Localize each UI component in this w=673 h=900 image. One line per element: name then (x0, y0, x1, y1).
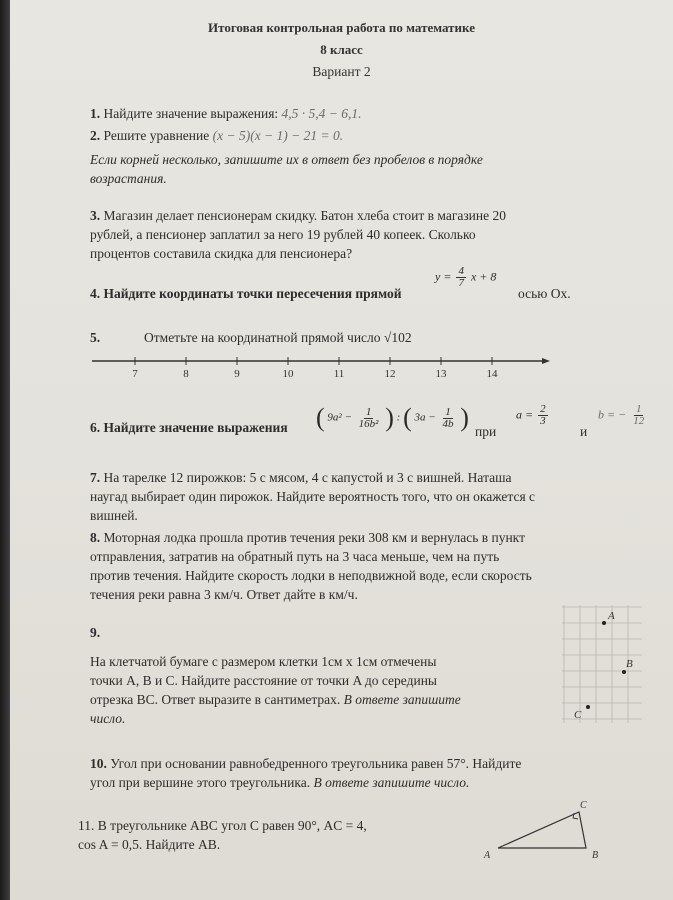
task-3-line-1 (90, 208, 506, 224)
task-8-line-2: отправления, затратив на обратный путь на 3 часа меньше, чем на путь (90, 549, 500, 564)
task-7-line-3: вишней. (90, 508, 138, 523)
triangle-figure (480, 798, 610, 864)
task-1-expression: 4,5 · 5,4 − 6,1. (281, 106, 362, 121)
task-6-a-den: 3 (540, 415, 546, 427)
task-2-equation: (x − 5)(x − 1) − 21 = 0. (212, 128, 344, 143)
task-6-term-1a: 9a² (327, 411, 342, 424)
worksheet-page (10, 0, 673, 900)
grid-figure (562, 605, 644, 725)
task-4-y-eq: y = (435, 269, 452, 284)
task-9-text-3-italic: В ответе запишите (343, 692, 461, 707)
task-6-frac-1 (357, 407, 381, 430)
task-11-text-1: В треугольнике ABC угол C равен 90°, AC = 4, (97, 818, 367, 833)
number-line-arrow (542, 358, 550, 364)
task-9-text-3: отрезка BC. Ответ выразите в сантиметрах. (90, 692, 341, 707)
number-line-tick-label: 9 (234, 368, 240, 380)
task-9-number: 9. (90, 625, 101, 640)
task-4-frac-den: 7 (458, 277, 464, 289)
task-6-frac-1-den: 16b² (358, 417, 379, 430)
number-line-tick-label: 11 (333, 368, 345, 380)
task-6-a-value (516, 404, 550, 427)
task-2-note-line-2: возрастания. (90, 171, 167, 186)
task-4-fraction (456, 266, 466, 289)
task-8-text-1: Моторная лодка прошла против течения реки 308 км и вернулась в пункт (103, 530, 525, 545)
task-4-number: 4. (90, 286, 101, 301)
point-b-dot (622, 670, 626, 674)
task-5-text-row (144, 330, 412, 346)
task-4-text: Найдите координаты точки пересечения прямой (103, 286, 402, 301)
task-1-number: 1. (90, 106, 101, 121)
task-7-line-2: наугад выбирает один пирожок. Найдите вероятность того, что он окажется с (90, 489, 536, 504)
task-2 (90, 128, 343, 144)
task-4 (90, 286, 402, 302)
task-6-and: и (580, 424, 588, 439)
task-7-line-1 (90, 470, 512, 486)
variant-label: Вариант 2 (312, 64, 371, 79)
task-6-a-frac (538, 404, 548, 427)
task-2-text: Решите уравнение (103, 128, 210, 143)
task-9-line-3 (90, 692, 461, 708)
task-6-text: Найдите значение выражения (103, 420, 288, 435)
task-6 (90, 420, 288, 436)
task-11-line-1 (78, 818, 367, 834)
task-4-tail: осью Ox. (518, 286, 571, 301)
task-3-line-3: процентов составила скидка для пенсионера? (90, 246, 353, 261)
task-10-line-1 (90, 756, 521, 772)
worksheet-title: Итоговая контрольная работа по математике (208, 20, 475, 35)
task-6-b-den: 12 (633, 415, 645, 427)
task-6-a-num: 2 (540, 403, 546, 415)
task-10-number: 10. (90, 756, 107, 771)
task-6-frac-1-num: 1 (365, 405, 372, 418)
task-6-expression: ( 9a² − $\frac{1}{\text{16b²}}$ ) : ( 3a − $\frac{1}{4b}$ ) (316, 403, 469, 432)
task-7-number: 7. (90, 470, 101, 485)
task-11-line-2: cos A = 0,5. Найдите AB. (78, 837, 221, 852)
point-a-label: A (608, 610, 615, 622)
task-9-line-2: точки A, B и C. Найдите расстояние от точки A до середины (90, 673, 437, 688)
task-6-term-2a: 3a (414, 411, 426, 424)
task-10-text-1: Угол при основании равнобедренного треугольника равен 57°. Найдите (110, 756, 522, 771)
task-6-a-eq: a = (516, 407, 534, 422)
task-8-number: 8. (90, 530, 101, 545)
task-6-b-frac (631, 404, 646, 427)
number-line-tick-label: 14 (486, 368, 498, 380)
task-2-number: 2. (90, 128, 101, 143)
task-9-line-4: число. (90, 711, 126, 726)
grade-label: 8 класс (320, 42, 363, 57)
number-line-tick-label: 12 (384, 368, 396, 380)
task-6-frac-2 (440, 407, 455, 430)
point-a-dot (602, 621, 606, 625)
task-7-text-1: На тарелке 12 пирожков: 5 с мясом, 4 с капустой и 3 с вишней. Наташа (103, 470, 512, 485)
task-5-value: √102 (383, 330, 412, 345)
task-6-b-num: 1 (635, 403, 642, 415)
number-line-tick-label: 13 (435, 368, 447, 380)
number-line-tick-label: 10 (282, 368, 294, 380)
vertex-c-label: C (580, 800, 587, 811)
task-1-text: Найдите значение выражения: (103, 106, 279, 121)
vertex-a-label: A (484, 850, 491, 861)
task-6-frac-2-num: 1 (445, 405, 451, 418)
task-5 (90, 330, 100, 346)
task-4-expr-tail: x + 8 (470, 269, 497, 284)
task-8-line-1 (90, 530, 525, 546)
task-6-pri: при (475, 424, 497, 439)
task-3-line-2: рублей, а пенсионер заплатил за него 19 рублей 40 копеек. Сколько (90, 227, 476, 242)
task-6-b-value (598, 404, 648, 427)
task-4-equation (435, 266, 496, 289)
task-1 (90, 106, 362, 122)
point-b-label: B (626, 658, 633, 670)
point-c-label: C (574, 709, 582, 721)
number-line-tick-label: 8 (183, 368, 189, 380)
task-6-b-eq: b = − (598, 407, 627, 422)
task-10-text-2: угол при вершине этого треугольника. (90, 775, 311, 790)
task-4-frac-num: 4 (458, 265, 464, 277)
task-11-number: 11. (78, 818, 95, 833)
task-10-text-2-italic: В ответе запишите число. (313, 775, 470, 790)
task-2-note-line-1: Если корней несколько, запишите их в ответ без пробелов в порядке (90, 152, 483, 167)
task-6-number: 6. (90, 420, 101, 435)
task-5-number: 5. (90, 330, 101, 345)
number-line-tick-label: 7 (132, 368, 138, 380)
task-3-number: 3. (90, 208, 101, 223)
task-8-line-4: течения реки равна 3 км/ч. Ответ дайте в км/ч. (90, 587, 358, 602)
task-6-frac-2-den: 4b (442, 417, 454, 430)
vertex-b-label: B (592, 850, 599, 861)
task-9-line-1: На клетчатой бумаге с размером клетки 1см х 1см отмечены (90, 654, 437, 669)
task-3-text-1: Магазин делает пенсионерам скидку. Батон хлеба стоит в магазине 20 (103, 208, 506, 223)
task-5-text: Отметьте на координатной прямой число (144, 330, 381, 345)
task-10-line-2 (90, 775, 469, 791)
number-line (90, 350, 550, 380)
task-8-line-3: против течения. Найдите скорость лодки в неподвижной воде, если скорость (90, 568, 532, 583)
point-c-dot (586, 705, 590, 709)
